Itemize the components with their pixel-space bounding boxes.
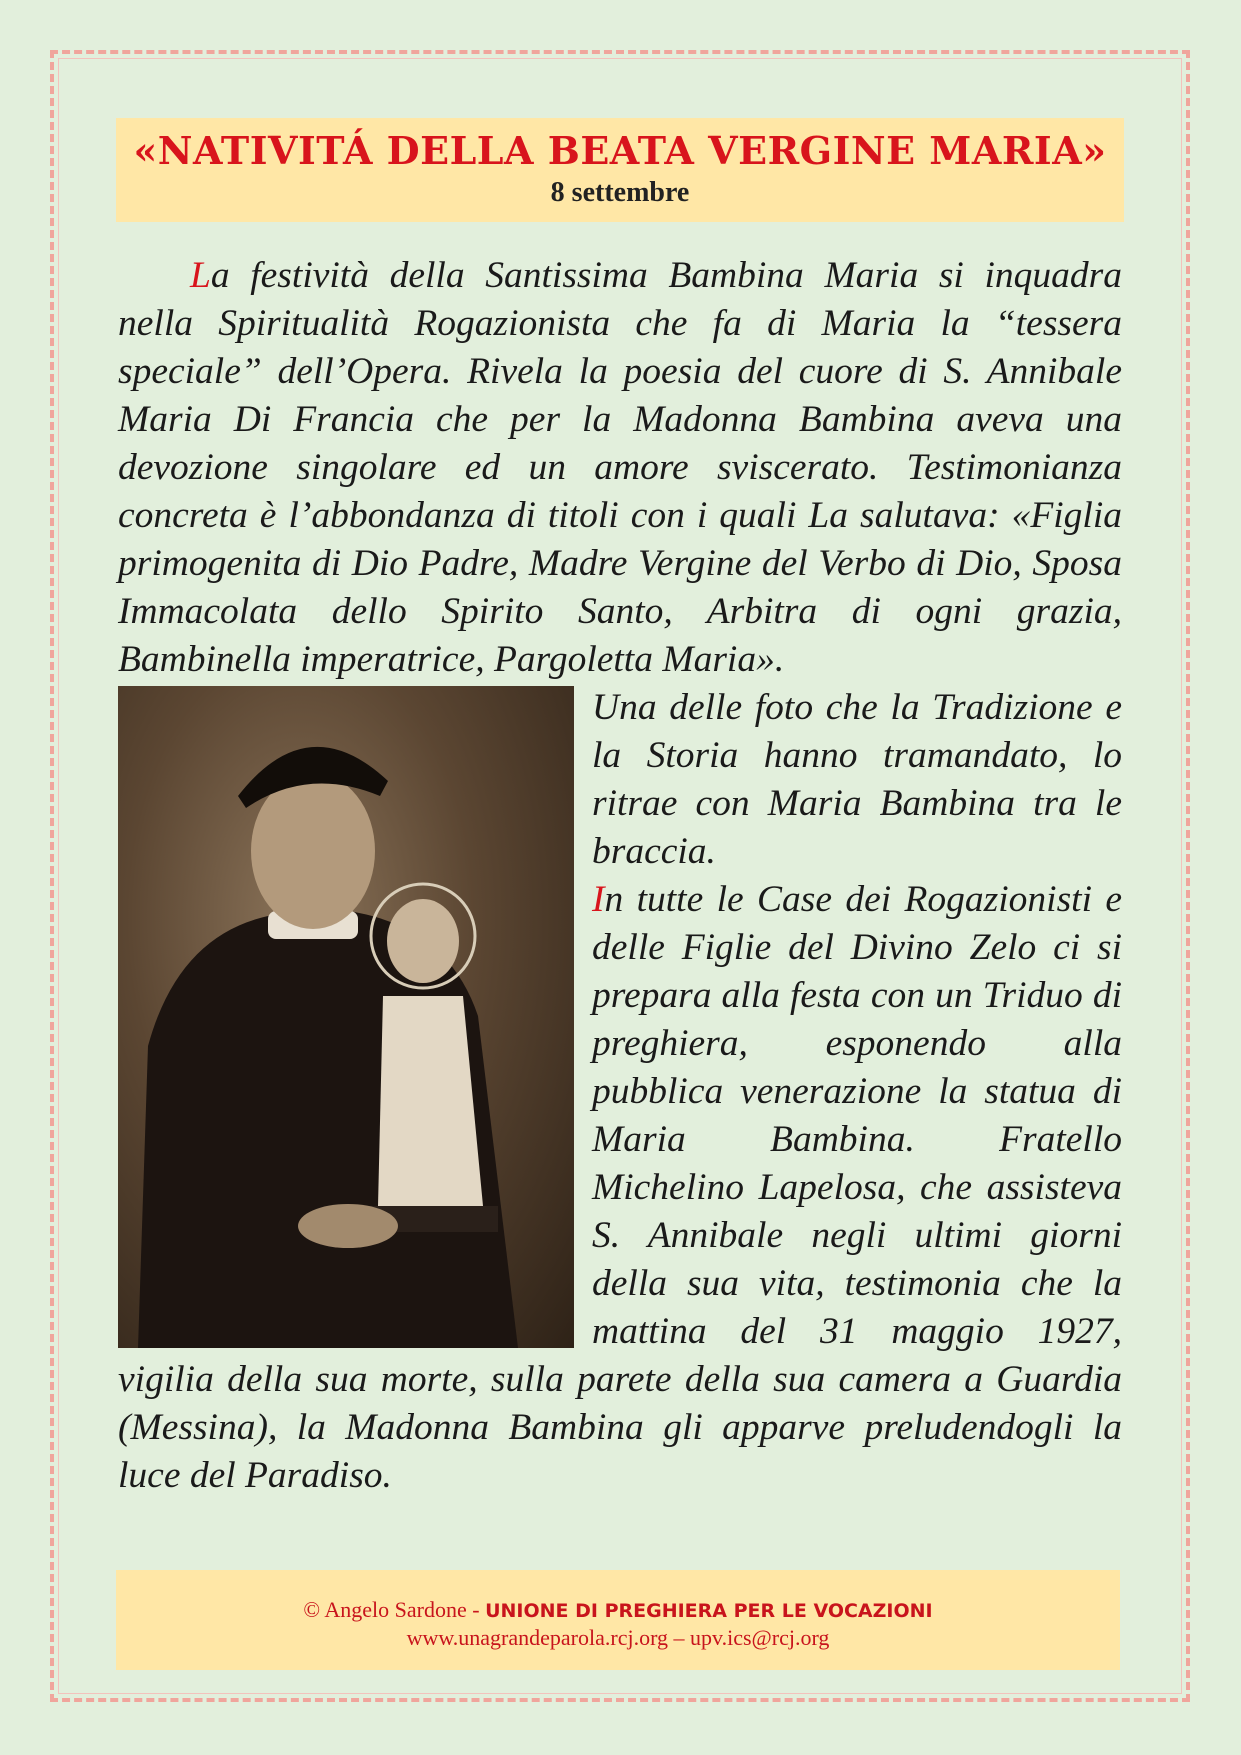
footer-organization: UNIONE DI PREGHIERA PER LE VOCAZIONI [485, 1600, 933, 1622]
title-banner [116, 118, 1124, 222]
paragraph-1-text: a festività della Santissima Bambina Maria si inquadra nella Spiritualità Rogazionista che fa di Maria la “tessera speciale” dell’Opera. Rivela la poesia del cuore di S. Annibale Maria Di Francia che per la Madonna Bambina aveva una devozione singolare ed un amore sviscerato. Testimonianza concreta è l’abbondanza di titoli con i quali La salutava: «Figlia primogenita di Dio Padre, Madre Vergine del Verbo di Dio, Sposa Immacolata dello Spirito Santo, Arbitra di ogni grazia, Bambinella imperatrice, Pargoletta Maria». [118, 255, 1122, 680]
statue-face [387, 899, 459, 983]
paragraph-3-text: n tutte le Case dei Rogazionisti e delle Figlie del Divino Zelo ci si prepara alla festa con un Triduo di preghiera, esponendo alla pubblica venerazione la statua di Maria Bambina. Fratello Michelino Lapelosa, che assisteva S. Annibale negli ultimi giorni della sua vita, testimonia che la mattina del 31 maggio 1927, vigilia della sua morte, sulla parete della sua camera a Guardia (Messina), la Madonna Bambina gli apparve preludendogli la luce del Paradiso. [118, 879, 1122, 1496]
footer-credit [116, 1596, 1120, 1625]
footer-contacts[interactable]: www.unagrandeparola.rcj.org – upv.ics@rcj.org [406, 1625, 830, 1650]
feast-date: 8 settembre [550, 177, 690, 208]
initial-letter-l: L [190, 255, 211, 296]
paragraph-2: Una delle foto che la Tradizione e la Storia hanno tramandato, lo ritrae con Maria Bambina tra le braccia. [592, 687, 1122, 872]
footer-author: © Angelo Sardone - [303, 1597, 486, 1622]
priest-hand [298, 1204, 398, 1248]
paragraph-1 [118, 252, 1122, 684]
photo-illustration [118, 686, 574, 1348]
priest-face [251, 773, 375, 929]
footer-banner [116, 1570, 1120, 1670]
historical-photo [118, 686, 574, 1348]
initial-letter-i: I [592, 879, 605, 920]
page-title: «NATIVITÁ DELLA BEATA VERGINE MARIA» [133, 128, 1107, 173]
article-body [118, 252, 1122, 1500]
